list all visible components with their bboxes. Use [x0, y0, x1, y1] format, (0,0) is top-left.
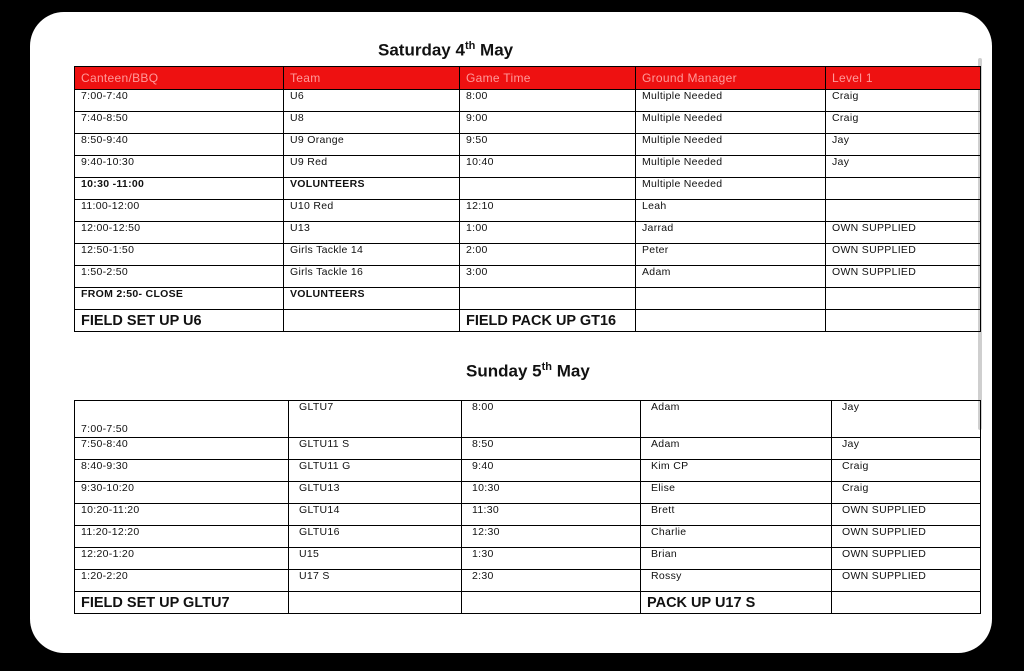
header-game-time: Game Time — [460, 67, 636, 90]
saturday-schedule-table — [74, 66, 981, 332]
table-cell: Jay — [832, 401, 981, 438]
table-row — [75, 156, 981, 178]
table-cell: 10:30 — [462, 482, 641, 504]
table-cell: OWN SUPPLIED — [826, 266, 981, 288]
header-team: Team — [284, 67, 460, 90]
table-cell: Kim CP — [641, 460, 832, 482]
table-cell: 1:20-2:20 — [75, 570, 289, 592]
footer-cell — [289, 592, 462, 614]
table-cell: Multiple Needed — [636, 156, 826, 178]
table-row — [75, 482, 981, 504]
table-cell: 8:50 — [462, 438, 641, 460]
table-cell: 9:40 — [462, 460, 641, 482]
table-cell: 7:00-7:40 — [75, 90, 284, 112]
table-cell: U13 — [284, 222, 460, 244]
table-cell: Elise — [641, 482, 832, 504]
table-cell: 3:00 — [460, 266, 636, 288]
table-cell: 1:50-2:50 — [75, 266, 284, 288]
table-cell: 1:30 — [462, 548, 641, 570]
table-row — [75, 438, 981, 460]
table-cell: Leah — [636, 200, 826, 222]
table-cell: Craig — [826, 90, 981, 112]
table-cell — [460, 288, 636, 310]
table-row — [75, 460, 981, 482]
table-cell — [826, 178, 981, 200]
table-cell: 9:30-10:20 — [75, 482, 289, 504]
table-cell: U15 — [289, 548, 462, 570]
table-cell: Multiple Needed — [636, 134, 826, 156]
table-cell: VOLUNTEERS — [284, 288, 460, 310]
table-cell: Brett — [641, 504, 832, 526]
table-cell: 12:20-1:20 — [75, 548, 289, 570]
table-cell: U17 S — [289, 570, 462, 592]
table-cell: GLTU16 — [289, 526, 462, 548]
table-cell: Brian — [641, 548, 832, 570]
table-cell: GLTU11 G — [289, 460, 462, 482]
table-cell: Craig — [832, 482, 981, 504]
table-cell: Jarrad — [636, 222, 826, 244]
footer-cell: FIELD SET UP GLTU7 — [75, 592, 289, 614]
footer-cell — [826, 310, 981, 332]
table-cell: U9 Red — [284, 156, 460, 178]
table-cell: 2:30 — [462, 570, 641, 592]
table-cell: VOLUNTEERS — [284, 178, 460, 200]
table-row — [75, 244, 981, 266]
table-cell: 8:40-9:30 — [75, 460, 289, 482]
table-cell: U8 — [284, 112, 460, 134]
table-cell: 11:30 — [462, 504, 641, 526]
table-cell: 1:00 — [460, 222, 636, 244]
footer-cell: FIELD SET UP U6 — [75, 310, 284, 332]
table-row — [75, 178, 981, 200]
table-cell: 8:00 — [460, 90, 636, 112]
table-cell: 2:00 — [460, 244, 636, 266]
table-cell — [460, 178, 636, 200]
table-cell — [636, 288, 826, 310]
table-cell: Girls Tackle 14 — [284, 244, 460, 266]
table-cell: U6 — [284, 90, 460, 112]
table-row — [75, 401, 981, 438]
table-cell: 11:20-12:20 — [75, 526, 289, 548]
table-cell — [826, 288, 981, 310]
table-header-row — [75, 67, 981, 90]
table-cell: FROM 2:50- CLOSE — [75, 288, 284, 310]
table-cell: 10:40 — [460, 156, 636, 178]
table-row — [75, 288, 981, 310]
table-cell: 9:50 — [460, 134, 636, 156]
table-cell: Craig — [826, 112, 981, 134]
table-cell: 9:40-10:30 — [75, 156, 284, 178]
table-cell: Charlie — [641, 526, 832, 548]
table-cell: Jay — [826, 134, 981, 156]
table-cell: Adam — [636, 266, 826, 288]
header-level-1: Level 1 — [826, 67, 981, 90]
table-cell: 12:30 — [462, 526, 641, 548]
table-cell: GLTU7 — [289, 401, 462, 438]
footer-cell — [284, 310, 460, 332]
table-row — [75, 548, 981, 570]
table-cell: OWN SUPPLIED — [832, 570, 981, 592]
table-cell: Rossy — [641, 570, 832, 592]
table-cell: Peter — [636, 244, 826, 266]
footer-cell: PACK UP U17 S — [641, 592, 832, 614]
table-row — [75, 222, 981, 244]
table-cell: U10 Red — [284, 200, 460, 222]
footer-cell: FIELD PACK UP GT16 — [460, 310, 636, 332]
table-row — [75, 134, 981, 156]
table-cell: GLTU13 — [289, 482, 462, 504]
table-cell: 7:00-7:50 — [75, 401, 289, 438]
table-cell: Multiple Needed — [636, 178, 826, 200]
table-cell: 9:00 — [460, 112, 636, 134]
table-cell: 11:00-12:00 — [75, 200, 284, 222]
table-row — [75, 266, 981, 288]
table-row — [75, 112, 981, 134]
table-cell: 8:00 — [462, 401, 641, 438]
footer-cell — [832, 592, 981, 614]
table-cell: 7:40-8:50 — [75, 112, 284, 134]
table-row — [75, 200, 981, 222]
table-cell: OWN SUPPLIED — [826, 244, 981, 266]
table-cell: U9 Orange — [284, 134, 460, 156]
table-row — [75, 526, 981, 548]
table-cell: GLTU11 S — [289, 438, 462, 460]
footer-row — [75, 592, 981, 614]
table-cell: OWN SUPPLIED — [826, 222, 981, 244]
header-canteen-bbq: Canteen/BBQ — [75, 67, 284, 90]
table-cell: 12:10 — [460, 200, 636, 222]
footer-row — [75, 310, 981, 332]
table-row — [75, 570, 981, 592]
table-cell: 12:00-12:50 — [75, 222, 284, 244]
table-cell: Adam — [641, 438, 832, 460]
table-row — [75, 504, 981, 526]
table-cell: Multiple Needed — [636, 90, 826, 112]
sunday-title: Sunday 5th May — [466, 361, 590, 381]
table-cell: Jay — [832, 438, 981, 460]
table-cell: OWN SUPPLIED — [832, 548, 981, 570]
footer-cell — [636, 310, 826, 332]
table-cell: Jay — [826, 156, 981, 178]
table-cell — [826, 200, 981, 222]
header-ground-manager: Ground Manager — [636, 67, 826, 90]
table-cell: 8:50-9:40 — [75, 134, 284, 156]
table-cell: Girls Tackle 16 — [284, 266, 460, 288]
sunday-schedule-table — [74, 400, 981, 614]
table-cell: 10:30 -11:00 — [75, 178, 284, 200]
saturday-title: Saturday 4th May — [378, 40, 514, 60]
table-cell: 12:50-1:50 — [75, 244, 284, 266]
table-cell: Multiple Needed — [636, 112, 826, 134]
table-cell: 10:20-11:20 — [75, 504, 289, 526]
table-cell: 7:50-8:40 — [75, 438, 289, 460]
table-cell: OWN SUPPLIED — [832, 526, 981, 548]
table-cell: GLTU14 — [289, 504, 462, 526]
table-row — [75, 90, 981, 112]
table-cell: OWN SUPPLIED — [832, 504, 981, 526]
table-cell: Adam — [641, 401, 832, 438]
table-cell: Craig — [832, 460, 981, 482]
footer-cell — [462, 592, 641, 614]
